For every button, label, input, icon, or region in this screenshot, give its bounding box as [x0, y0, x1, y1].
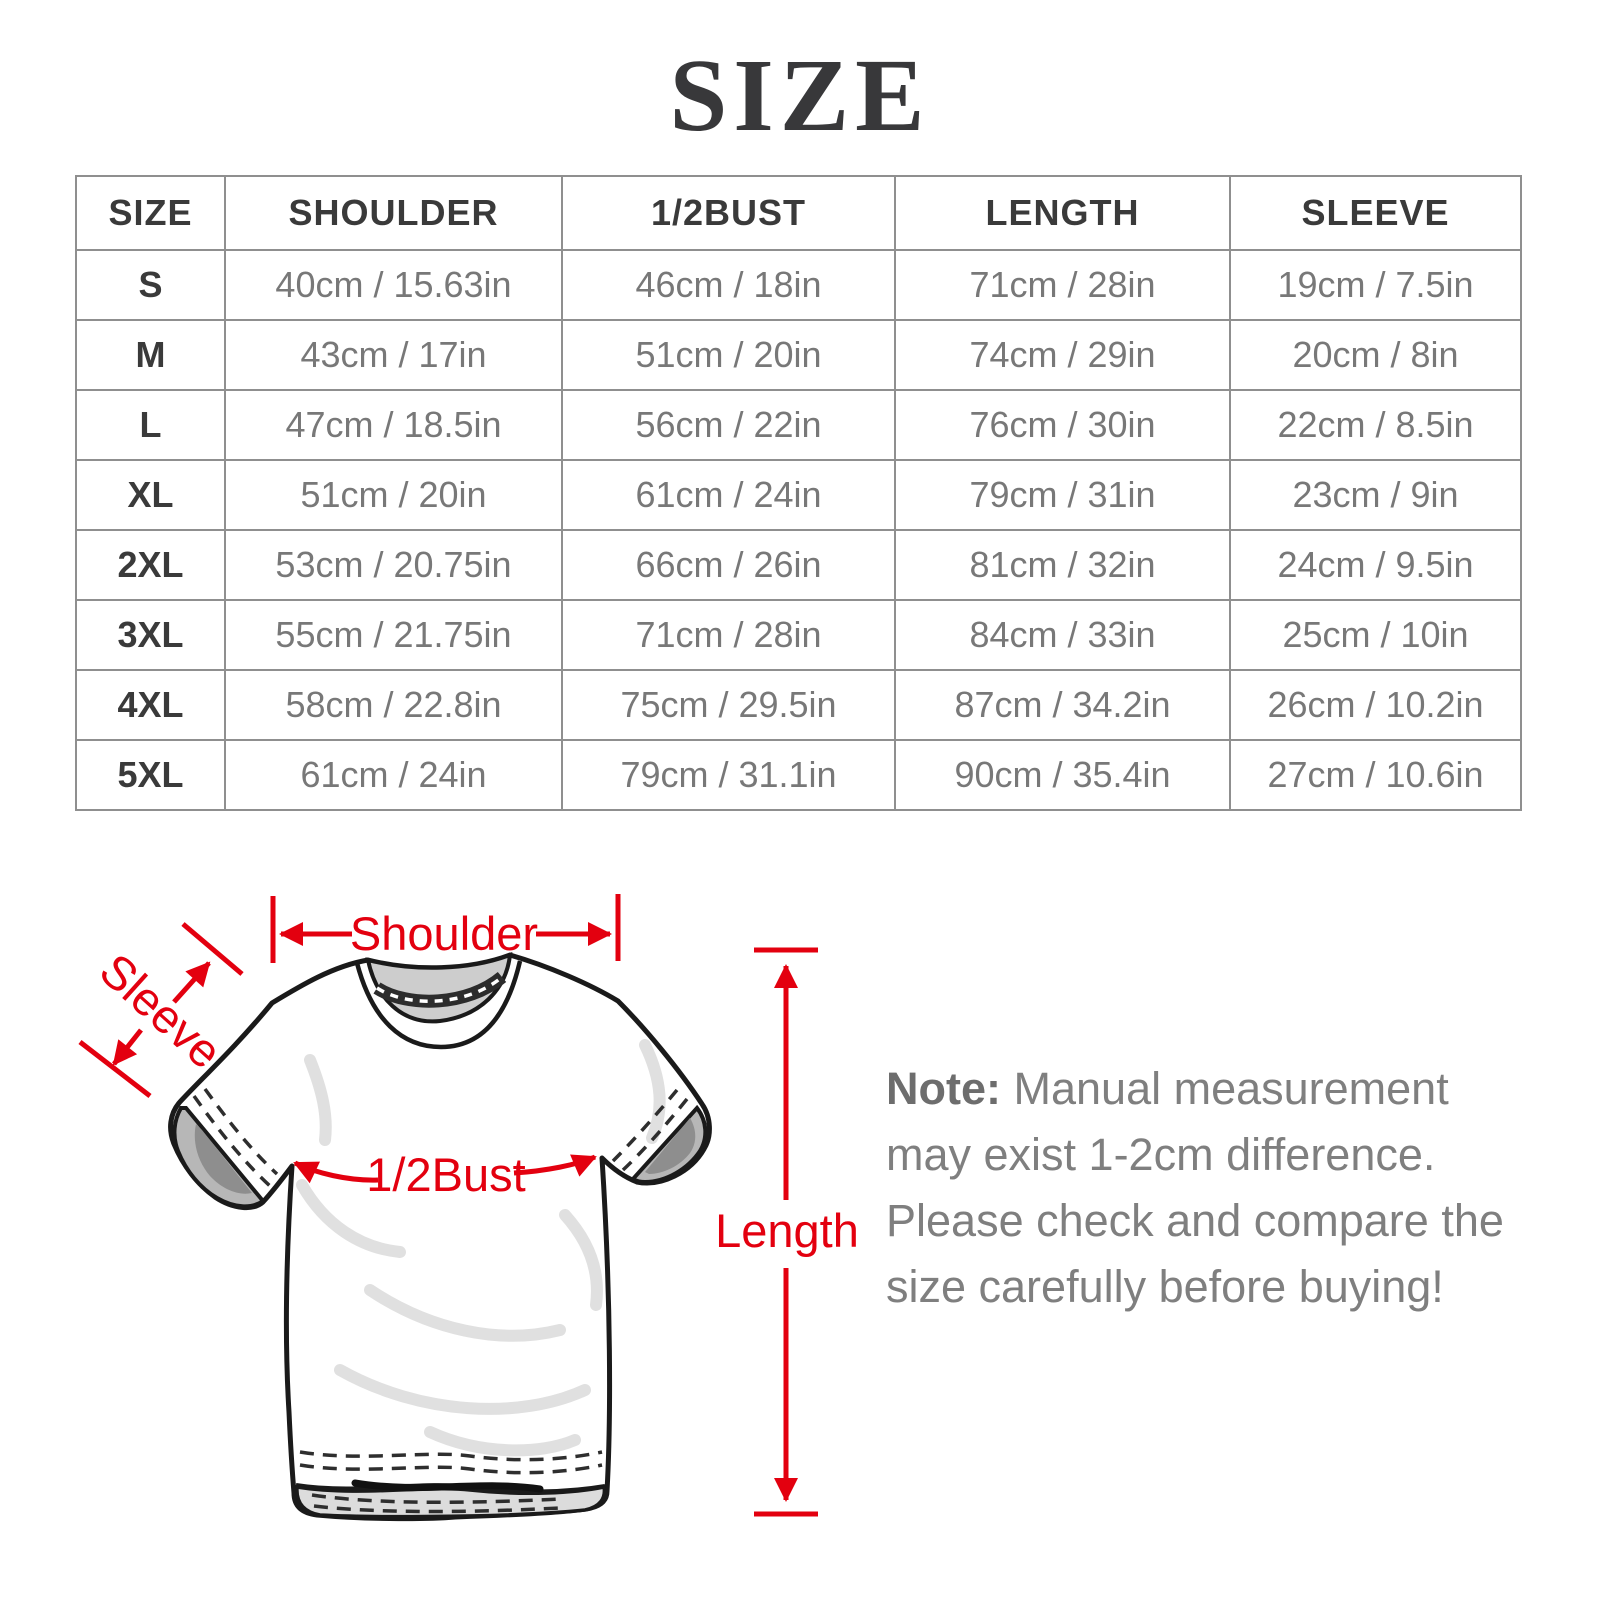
- size-table-body: [76, 250, 1521, 810]
- size-cell: 4XL: [76, 670, 225, 740]
- sleeve-cell: 25cm / 10in: [1230, 600, 1521, 670]
- bust-cell: 71cm / 28in: [562, 600, 895, 670]
- sleeve-cell: 19cm / 7.5in: [1230, 250, 1521, 320]
- table-row: [76, 530, 1521, 600]
- bust-label: 1/2Bust: [366, 1148, 526, 1201]
- size-table: [75, 175, 1522, 811]
- sleeve-cell: 26cm / 10.2in: [1230, 670, 1521, 740]
- bust-cell: 51cm / 20in: [562, 320, 895, 390]
- sleeve-label: Sleeve: [89, 942, 233, 1079]
- shoulder-cell: 51cm / 20in: [225, 460, 562, 530]
- bust-cell: 61cm / 24in: [562, 460, 895, 530]
- length-cell: 76cm / 30in: [895, 390, 1230, 460]
- table-row: [76, 670, 1521, 740]
- sleeve-cell: 27cm / 10.6in: [1230, 740, 1521, 810]
- page-title: SIZE: [669, 38, 931, 153]
- header-bust: 1/2BUST: [562, 176, 895, 250]
- size-cell: 2XL: [76, 530, 225, 600]
- size-table-head: [76, 176, 1521, 250]
- size-cell: S: [76, 250, 225, 320]
- size-cell: 5XL: [76, 740, 225, 810]
- table-row: [76, 250, 1521, 320]
- length-cell: 87cm / 34.2in: [895, 670, 1230, 740]
- bust-cell: 66cm / 26in: [562, 530, 895, 600]
- table-row: [76, 600, 1521, 670]
- table-row: [76, 390, 1521, 460]
- sleeve-tick-bottom: [80, 1042, 150, 1096]
- shoulder-cell: 61cm / 24in: [225, 740, 562, 810]
- header-sleeve: SLEEVE: [1230, 176, 1521, 250]
- length-cell: 81cm / 32in: [895, 530, 1230, 600]
- shoulder-cell: 58cm / 22.8in: [225, 670, 562, 740]
- shoulder-cell: 53cm / 20.75in: [225, 530, 562, 600]
- note-text: Manual measurement may exist 1-2cm difference. Please check and compare the size carefully before buying!: [886, 1063, 1504, 1312]
- measurement-note: [886, 1056, 1520, 1320]
- shoulder-cell: 47cm / 18.5in: [225, 390, 562, 460]
- size-cell: L: [76, 390, 225, 460]
- sleeve-cell: 22cm / 8.5in: [1230, 390, 1521, 460]
- length-cell: 71cm / 28in: [895, 250, 1230, 320]
- length-label: Length: [715, 1204, 859, 1257]
- header-row: [76, 176, 1521, 250]
- header-shoulder: SHOULDER: [225, 176, 562, 250]
- sleeve-cell: 20cm / 8in: [1230, 320, 1521, 390]
- shoulder-cell: 43cm / 17in: [225, 320, 562, 390]
- size-cell: M: [76, 320, 225, 390]
- shoulder-cell: 55cm / 21.75in: [225, 600, 562, 670]
- size-cell: XL: [76, 460, 225, 530]
- tshirt-illustration: [171, 955, 710, 1519]
- table-row: [76, 320, 1521, 390]
- header-length: LENGTH: [895, 176, 1230, 250]
- length-cell: 74cm / 29in: [895, 320, 1230, 390]
- table-row: [76, 460, 1521, 530]
- size-cell: 3XL: [76, 600, 225, 670]
- shoulder-label: Shoulder: [349, 907, 539, 960]
- shoulder-cell: 40cm / 15.63in: [225, 250, 562, 320]
- bust-cell: 46cm / 18in: [562, 250, 895, 320]
- bust-cell: 56cm / 22in: [562, 390, 895, 460]
- bust-cell: 75cm / 29.5in: [562, 670, 895, 740]
- length-cell: 79cm / 31in: [895, 460, 1230, 530]
- sleeve-arrow-down: [114, 1030, 141, 1064]
- sleeve-cell: 23cm / 9in: [1230, 460, 1521, 530]
- hem-fold-shadow: [355, 1483, 540, 1489]
- sleeve-cell: 24cm / 9.5in: [1230, 530, 1521, 600]
- note-label: Note:: [886, 1063, 1001, 1114]
- sleeve-tick-top: [183, 924, 242, 974]
- header-size: SIZE: [76, 176, 225, 250]
- length-cell: 84cm / 33in: [895, 600, 1230, 670]
- table-row: [76, 740, 1521, 810]
- length-cell: 90cm / 35.4in: [895, 740, 1230, 810]
- bust-cell: 79cm / 31.1in: [562, 740, 895, 810]
